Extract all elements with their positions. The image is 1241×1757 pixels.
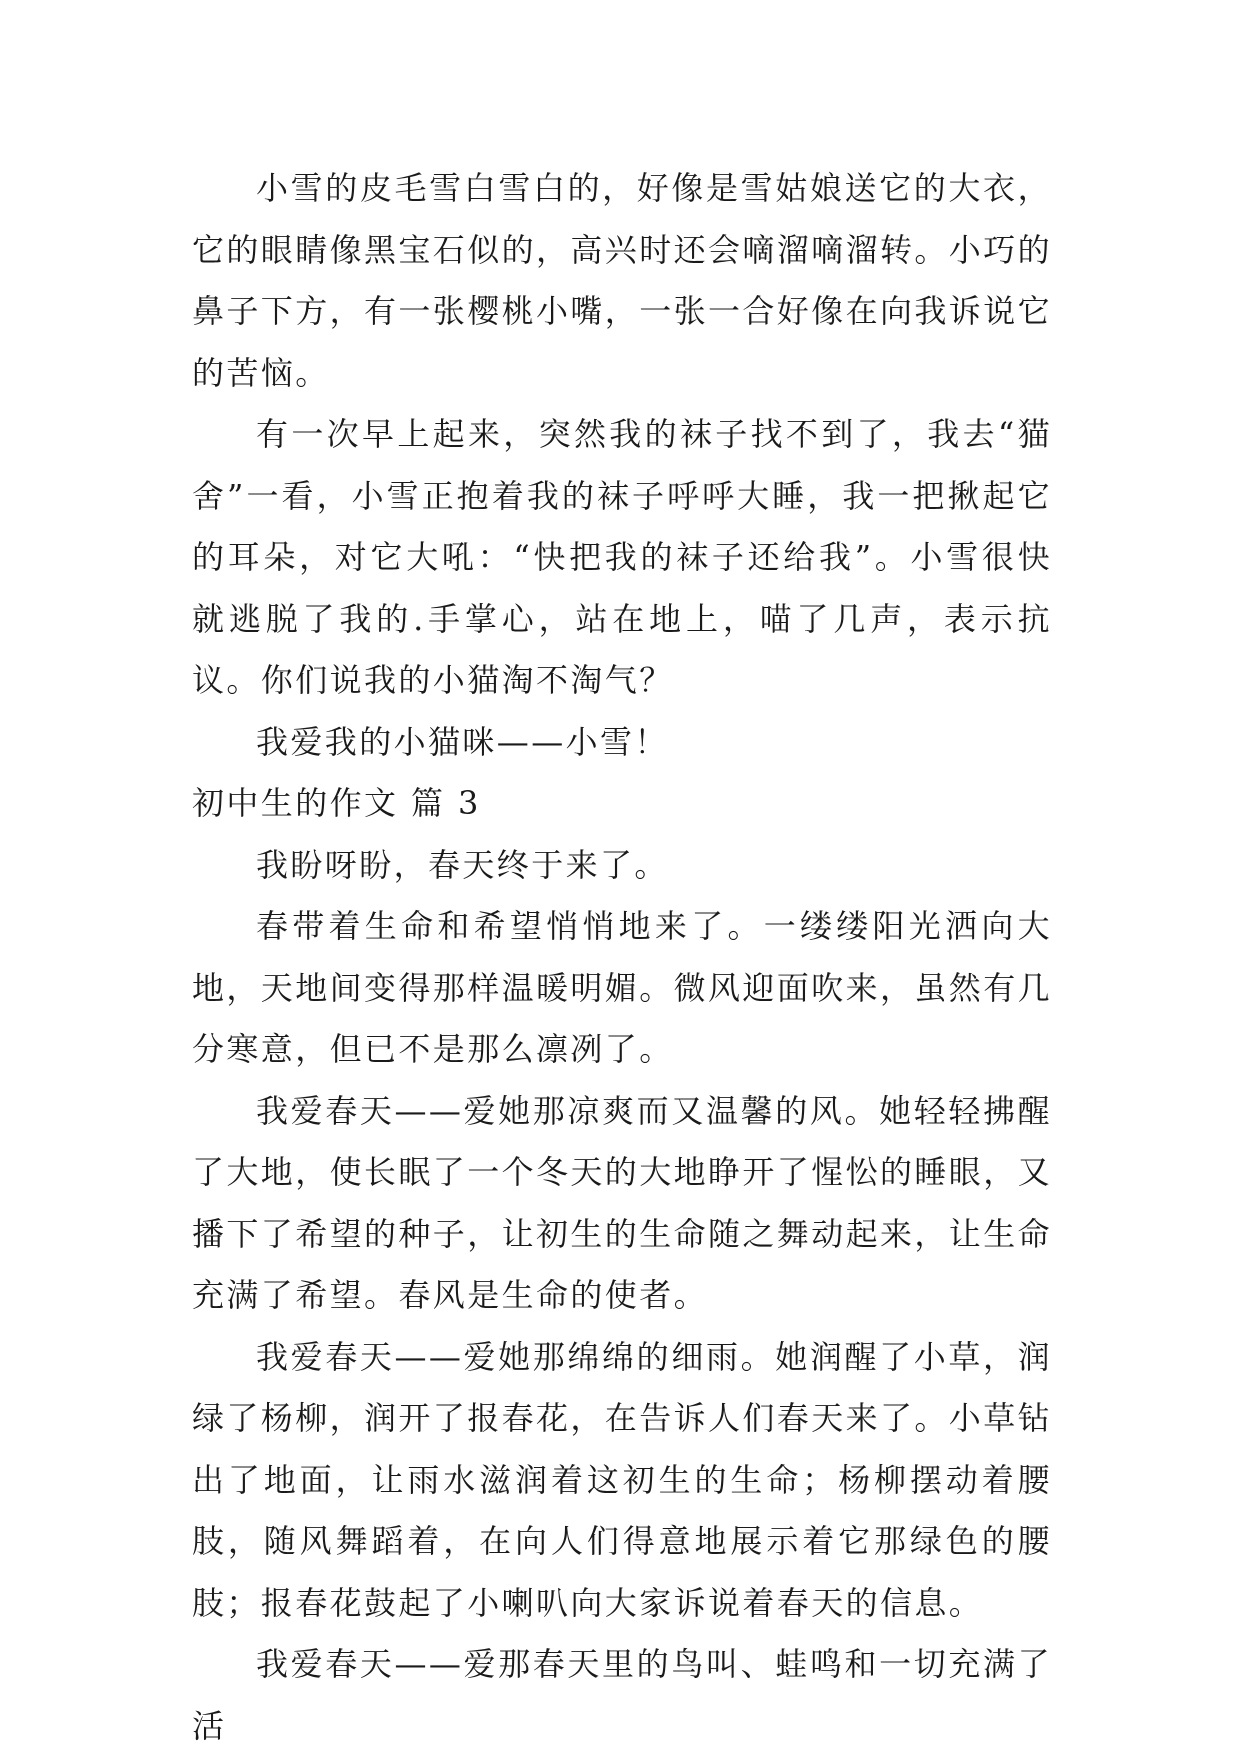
paragraph-cat-conclusion: 我爱我的小猫咪——小雪！ [256,722,669,761]
paragraph-spring-arrives: 春带着生命和希望悄悄地来了。一缕缕阳光洒向大地，天地间变得那样温暖明媚。微风迎面吹来，虽然有几分寒意，但已不是那么凛冽了。 [192,907,1053,1068]
essay-heading: 初中生的作文 篇 3 [192,784,481,822]
paragraph-cat-appearance: 小雪的皮毛雪白雪白的，好像是雪姑娘送它的大衣，它的眼睛像黑宝石似的，高兴时还会嘀溜嘀溜转。小巧的鼻子下方，有一张樱桃小嘴，一张一合好像在向我诉说它的苦恼。 [192,169,1053,392]
paragraph-spring-wind: 我爱春天——爱她那凉爽而又温馨的风。她轻轻拂醒了大地，使长眠了一个冬天的大地睁开了惺忪的睡眼，又播下了希望的种子，让初生的生命随之舞动起来，让生命充满了希望。春风是生命的使者。 [192,1091,1053,1314]
paragraph-cat-sock-story: 有一次早上起来，突然我的袜子找不到了，我去“猫舍”一看，小雪正抱着我的袜子呼呼大睡，我一把揪起它的耳朵，对它大吼：“快把我的袜子还给我”。小雪很快就逃脱了我的.手掌心，站在地上，喵了几声，表示抗议。你们说我的小猫淘不淘气？ [192,415,1052,699]
paragraph-spring-intro: 我盼呀盼，春天终于来了。 [256,845,669,884]
document-body [192,158,1052,1757]
paragraph-spring-sounds: 我爱春天——爱那春天里的鸟叫、蛙鸣和一切充满了活 [192,1645,1052,1745]
paragraph-spring-rain: 我爱春天——爱她那绵绵的细雨。她润醒了小草，润绿了杨柳，润开了报春花，在告诉人们春天来了。小草钻出了地面，让雨水滋润着这初生的生命；杨柳摆动着腰肢，随风舞蹈着，在向人们得意地展示着它那绿色的腰肢；报春花鼓起了小喇叭向大家诉说着春天的信息。 [192,1337,1053,1622]
